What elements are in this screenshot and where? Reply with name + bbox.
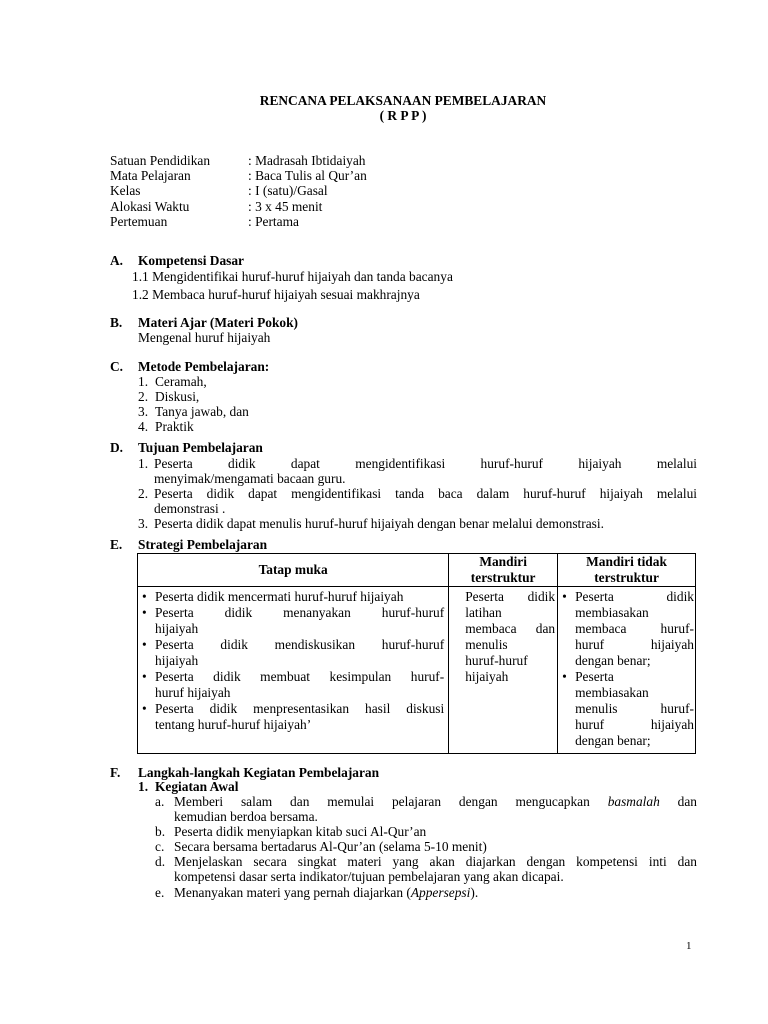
section-f-item-line: Secara bersama bertadarus Al-Qur’an (selama 5-10 menit) bbox=[174, 839, 487, 854]
section-d-num: 3. bbox=[138, 516, 149, 531]
table-header-cell bbox=[558, 554, 696, 587]
section-a-title: Kompetensi Dasar bbox=[138, 253, 245, 268]
section-a-item: 1.1 Mengidentifikai huruf-huruf hijaiyah dan tanda bacanya bbox=[132, 269, 453, 284]
section-c-item: Diskusi, bbox=[155, 389, 200, 404]
section-d-item-line: demonstrasi . bbox=[154, 501, 226, 516]
table-header-cell bbox=[449, 554, 558, 587]
section-c-num: 1. bbox=[138, 374, 149, 389]
section-c-item: Tanya jawab, dan bbox=[155, 404, 249, 419]
section-d-item-line: Peserta didik dapat menulis huruf-huruf hijaiyah dengan benar melalui demonstrasi. bbox=[154, 516, 604, 531]
section-e-title: Strategi Pembelajaran bbox=[138, 537, 268, 552]
identity-value: : 3 x 45 menit bbox=[248, 199, 323, 214]
document-title: RENCANA PELAKSANAAN PEMBELAJARAN bbox=[259, 93, 547, 108]
section-f-letter-e: e. bbox=[155, 885, 165, 900]
table-header-row bbox=[138, 554, 696, 587]
section-e-letter: E. bbox=[110, 537, 123, 552]
section-f-letter-a: a. bbox=[155, 794, 165, 809]
table-cell-mandiri-tidak-terstruktur bbox=[558, 587, 696, 754]
header-mandiri-tidak-terstruktur: Mandiri tidak terstruktur bbox=[586, 554, 667, 585]
section-c-letter: C. bbox=[110, 359, 124, 374]
section-b-text: Mengenal huruf hijaiyah bbox=[138, 330, 271, 345]
section-f-item-line: Menanyakan materi yang pernah diajarkan (Appersepsi). bbox=[174, 885, 479, 900]
section-d-item-line: Peserta didik dapat mengidentifikasi tanda baca dalam huruf-huruf hijaiyah melalui bbox=[154, 486, 697, 501]
list-item: • Peserta didik mencermati huruf-huruf hijaiyah bbox=[139, 589, 444, 605]
section-d-num: 2. bbox=[138, 486, 149, 501]
section-d-title: Tujuan Pembelajaran bbox=[138, 440, 263, 455]
page-number: 1 bbox=[686, 940, 692, 952]
section-a-item: 1.2 Membaca huruf-huruf hijaiyah sesuai makhrajnya bbox=[132, 287, 420, 302]
identity-value: : I (satu)/Gasal bbox=[248, 183, 328, 198]
identity-value: : Pertama bbox=[248, 214, 299, 229]
section-f-item-line: kemudian berdoa bersama. bbox=[174, 809, 318, 824]
table-cell-mandiri-terstruktur: Peserta didik latihan membaca dan menulis huruf-huruf hijaiyah bbox=[449, 587, 558, 754]
section-f-letter-d: d. bbox=[155, 854, 166, 869]
section-c-item: Praktik bbox=[155, 419, 194, 434]
section-f-letter-c: c. bbox=[155, 839, 165, 854]
section-f-sub-title: Kegiatan Awal bbox=[155, 779, 239, 794]
section-b-title: Materi Ajar (Materi Pokok) bbox=[138, 315, 299, 330]
table-header-cell bbox=[138, 554, 449, 587]
identity-value: : Madrasah Ibtidaiyah bbox=[248, 153, 366, 168]
section-c-num: 2. bbox=[138, 389, 149, 404]
section-c-num: 3. bbox=[138, 404, 149, 419]
section-d-num: 1. bbox=[138, 456, 149, 471]
identity-label: Alokasi Waktu bbox=[110, 199, 190, 214]
list-item: • Peserta didik mendiskusikan huruf-huruf hijaiyah bbox=[139, 637, 444, 669]
identity-label: Satuan Pendidikan bbox=[110, 153, 211, 168]
identity-label: Mata Pelajaran bbox=[110, 168, 191, 183]
document-subtitle: ( R P P ) bbox=[379, 108, 427, 123]
section-f-item-line: Peserta didik menyiapkan kitab suci Al-Qur’an bbox=[174, 824, 427, 839]
list-item: • Peserta membiasakan menulis huruf- huruf hijaiyah dengan benar; bbox=[559, 669, 694, 749]
section-f-letter-b: b. bbox=[155, 824, 166, 839]
section-f-title: Langkah-langkah Kegiatan Pembelajaran bbox=[138, 765, 380, 780]
list-item: • Peserta didik membuat kesimpulan huruf- huruf hijaiyah bbox=[139, 669, 444, 701]
identity-label: Kelas bbox=[110, 183, 141, 198]
section-b-letter: B. bbox=[110, 315, 123, 330]
list-item: • Peserta didik membiasakan membaca huruf- huruf hijaiyah dengan benar; bbox=[559, 589, 694, 669]
section-f-letter: F. bbox=[110, 765, 121, 780]
section-f-item-line: Memberi salam dan memulai pelajaran dengan mengucapkan basmalah dan bbox=[174, 794, 697, 809]
header-mandiri-terstruktur: Mandiri terstruktur bbox=[470, 554, 536, 585]
list-item: • Peserta didik menpresentasikan hasil diskusi tentang huruf-huruf hijaiyah’ bbox=[139, 701, 444, 733]
section-c-item: Ceramah, bbox=[155, 374, 207, 389]
header-tatap-muka: Tatap muka bbox=[258, 562, 328, 577]
section-d-letter: D. bbox=[110, 440, 124, 455]
section-f-item-line: kompetensi dasar serta indikator/tujuan pembelajaran yang akan dicapai. bbox=[174, 869, 564, 884]
section-a-letter: A. bbox=[110, 253, 124, 268]
section-f-sub-num: 1. bbox=[138, 779, 149, 794]
section-c-num: 4. bbox=[138, 419, 149, 434]
section-d-item-line: menyimak/mengamati bacaan guru. bbox=[154, 471, 346, 486]
section-d-item-line: Peserta didik dapat mengidentifikasi huruf-huruf hijaiyah melalui bbox=[154, 456, 697, 471]
identity-value: : Baca Tulis al Qur’an bbox=[248, 168, 367, 183]
identity-label: Pertemuan bbox=[110, 214, 168, 229]
section-c-title: Metode Pembelajaran: bbox=[138, 359, 270, 374]
list-item: • Peserta didik menanyakan huruf-huruf hijaiyah bbox=[139, 605, 444, 637]
strategy-table bbox=[137, 553, 696, 754]
table-cell-tatap-muka bbox=[138, 587, 449, 754]
section-f-item-line: Menjelaskan secara singkat materi yang akan diajarkan dengan kompetensi inti dan bbox=[174, 854, 697, 869]
table-row bbox=[138, 587, 696, 754]
